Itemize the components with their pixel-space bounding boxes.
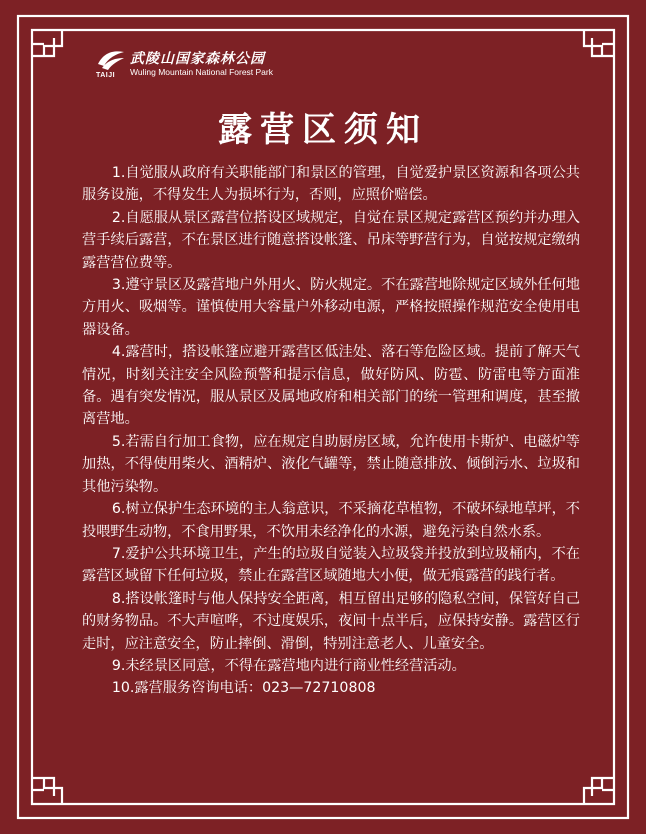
rule-item: 7.爱护公共环境卫生，产生的垃圾自觉装入垃圾袋并投放到垃圾桶内，不在露营区域留下任何垃圾，禁止在露营区域随地大小便，做无痕露营的践行者。: [82, 545, 580, 585]
page-title: 露营区须知: [218, 110, 428, 150]
rule-item: 5.若需自行加工食物，应在规定自助厨房区域，允许使用卡斯炉、电磁炉等加热，不得使用柴火、酒精炉、液化气罐等，禁止随意排放、倾倒污水、垃圾和其他污染物。: [82, 433, 580, 495]
corner-ornament-br: [576, 762, 614, 804]
rule-item: 2.自愿服从景区露营位搭设区域规定，自觉在景区规定露营区预约并办理入营手续后露营，不在景区进行随意搭设帐篷、吊床等野营行为，自觉按规定缴纳露营营位费等。: [82, 209, 580, 271]
park-name-cn: 武陵山国家森林公园: [130, 51, 265, 67]
corner-ornament-bl: [32, 762, 70, 804]
park-name-en: Wuling Mountain National Forest Park: [130, 67, 273, 77]
rule-item: 6.树立保护生态环境的主人翁意识，不采摘花草植物，不破坏绿地草坪，不投喂野生动物，不食用野果，不饮用未经净化的水源，避免污染自然水系。: [82, 501, 580, 540]
park-header: [96, 48, 356, 82]
corner-ornament-tr: [576, 30, 614, 72]
rule-item: 8.搭设帐篷时与他人保持安全距离，相互留出足够的隐私空间，保管好自己的财务物品。不大声喧哗，不过度娱乐，夜间十点半后，应保持安静。露营区行走时，应注意安全，防止摔倒、滑倒，特别注意老人、儿童安全。: [82, 590, 580, 652]
rule-item: 1.自觉服从政府有关职能部门和景区的管理，自觉爱护景区资源和各项公共服务设施，不得发生人为损坏行为，否则，应照价赔偿。: [82, 165, 580, 204]
rule-item: 9.未经景区同意，不得在露营地内进行商业性经营活动。: [111, 657, 466, 674]
logo-badge-text: TAIJI: [96, 72, 116, 79]
rule-item: 3.遵守景区及露营地户外用火、防火规定。不在露营地除规定区域外任何地方用火、吸烟等。谨慎使用大容量户外移动电源，严格按照操作规范安全使用电器设备。: [82, 277, 580, 338]
corner-ornament-tl: [32, 30, 70, 72]
park-logo-icon: [96, 48, 126, 74]
rule-item: 10.露营服务咨询电话：023—72710808: [111, 680, 376, 697]
rule-item: 4.露营时，搭设帐篷应避开露营区低洼处、落石等危险区域。提前了解天气情况，时刻关注安全风险预警和提示信息，做好防风、防雹、防雷电等方面准备。遇有突发情况，服从景区及属地政府和相关部门的统一管理和调度，甚至撤离营地。: [82, 344, 580, 428]
rules-list: [82, 162, 580, 700]
